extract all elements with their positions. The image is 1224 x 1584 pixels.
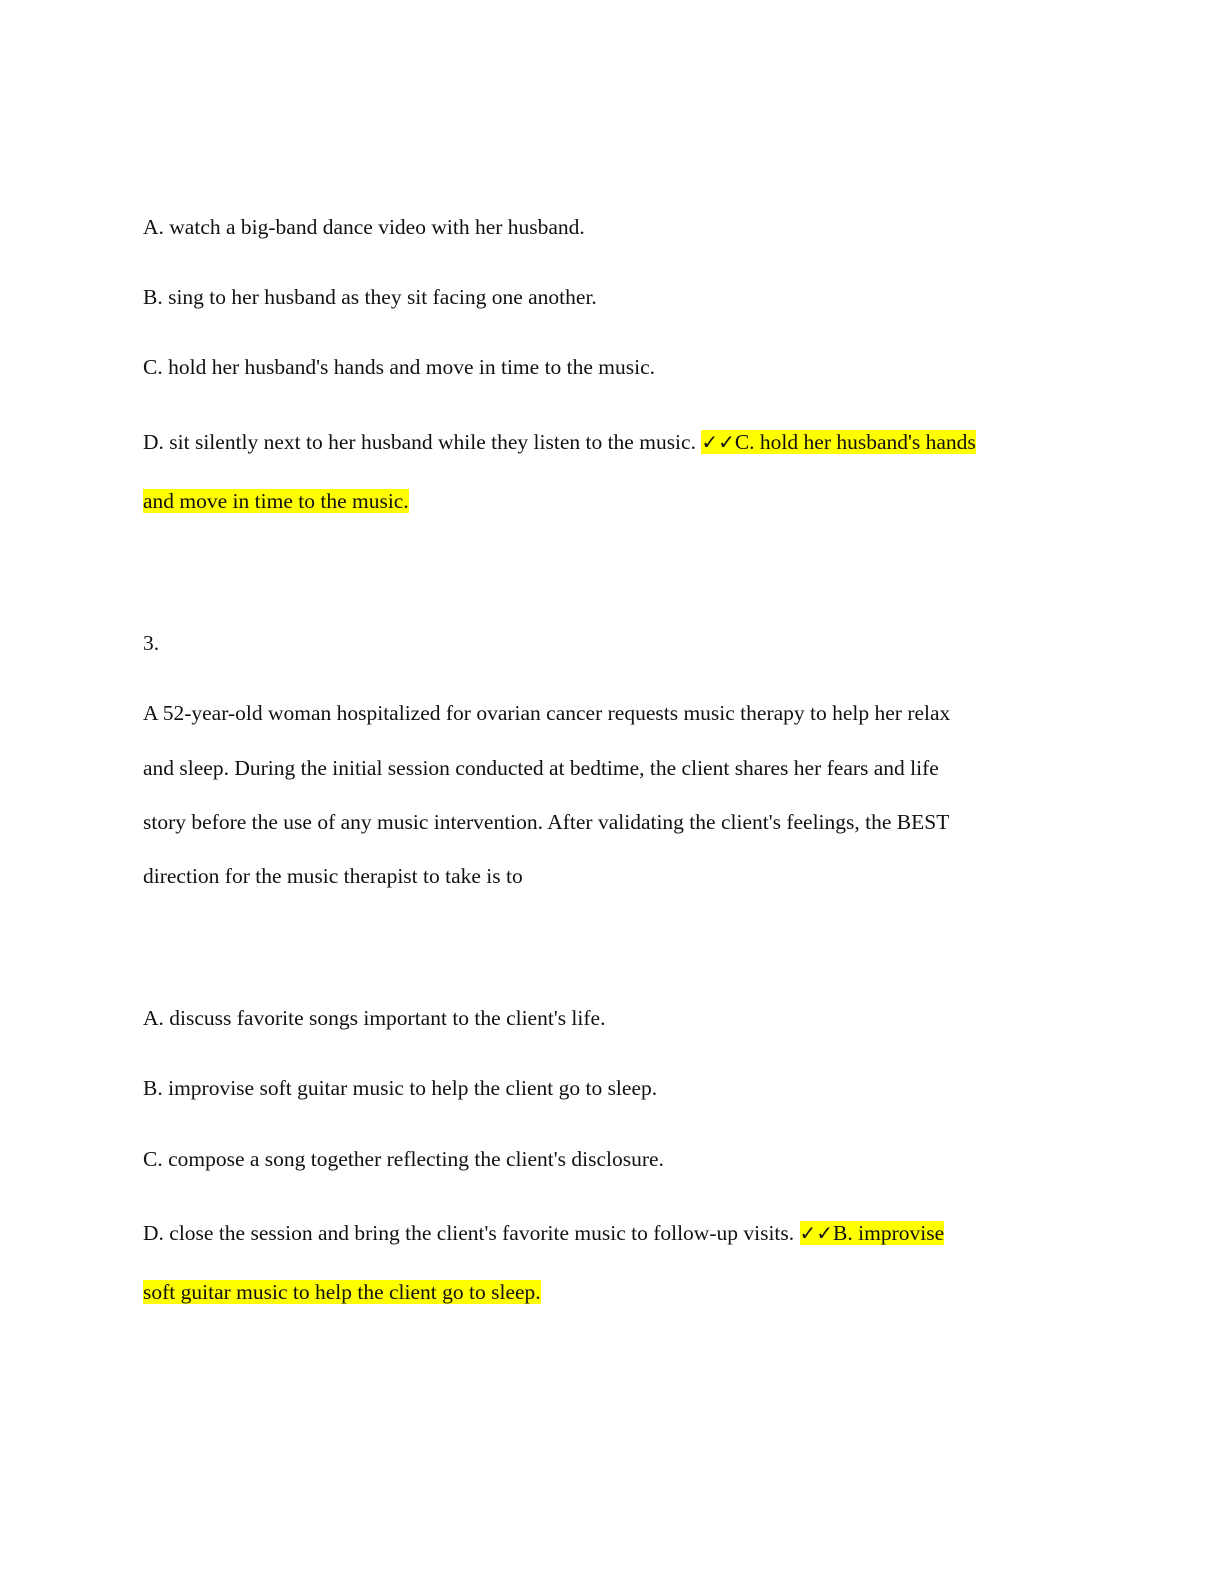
q3-option-b: B. improvise soft guitar music to help the client go to sleep. — [143, 1076, 658, 1100]
q3-option-d: D. close the session and bring the client's favorite music to follow-up visits. — [143, 1221, 795, 1245]
q2-option-c: C. hold her husband's hands and move in time to the music. — [143, 355, 656, 379]
q3-answer-text: B. improvise — [833, 1221, 945, 1245]
q3-answer-continued-row — [143, 1278, 541, 1306]
q2-option-a: A. watch a big-band dance video with her husband. — [143, 215, 585, 239]
q3-number: 3. — [143, 631, 160, 655]
double-check-icon: ✓✓ — [799, 1221, 834, 1245]
q3-stem-line: and sleep. During the initial session conducted at bedtime, the client shares her fears and life — [143, 756, 939, 780]
q3-answer-highlight — [800, 1221, 945, 1245]
q3-option-c: C. compose a song together reflecting the client's disclosure. — [143, 1147, 664, 1171]
q2-answer-continued-row — [143, 487, 409, 515]
q3-option-a: A. discuss favorite songs important to the client's life. — [143, 1006, 606, 1030]
q3-stem-line: A 52-year-old woman hospitalized for ovarian cancer requests music therapy to help her relax — [143, 701, 951, 725]
q3-stem-line: story before the use of any music intervention. After validating the client's feelings, the BEST — [143, 810, 950, 834]
q2-option-d-row — [143, 428, 976, 456]
q2-option-b: B. sing to her husband as they sit facing one another. — [143, 285, 597, 309]
q2-answer-text: C. hold her husband's hands — [734, 430, 976, 454]
q2-answer-highlight — [701, 430, 975, 454]
q3-answer-continued: soft guitar music to help the client go to sleep. — [143, 1280, 541, 1304]
double-check-icon: ✓✓ — [701, 430, 735, 454]
q3-stem-line: direction for the music therapist to take is to — [143, 864, 523, 888]
q2-option-d: D. sit silently next to her husband while they listen to the music. — [143, 430, 696, 454]
q3-option-d-row — [143, 1219, 944, 1247]
q2-answer-continued: and move in time to the music. — [143, 489, 409, 513]
